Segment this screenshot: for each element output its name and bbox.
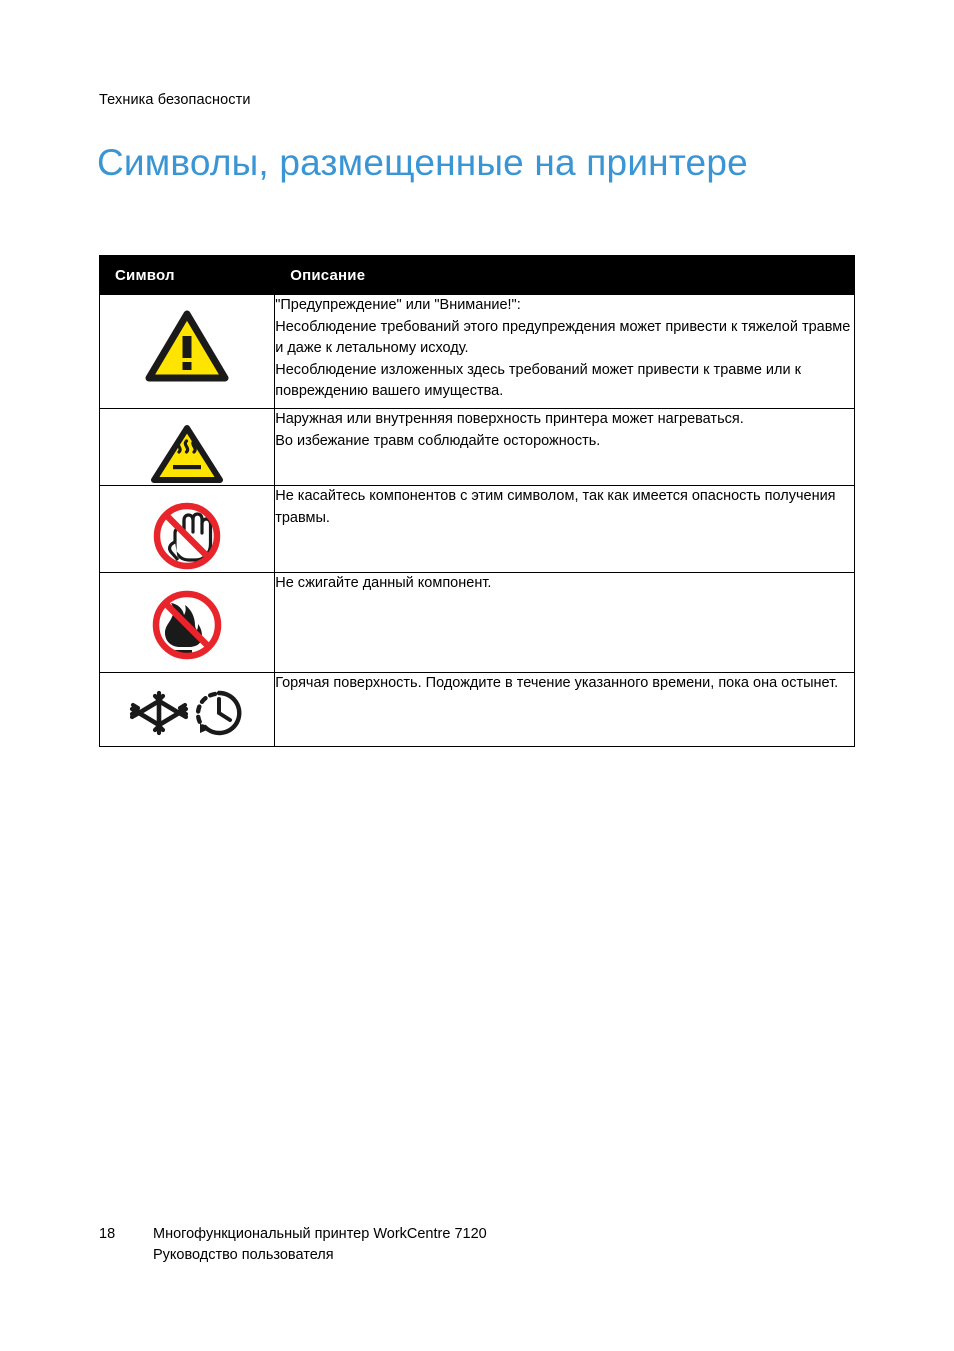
symbols-table <box>99 255 855 747</box>
description-line: Наружная или внутренняя поверхность принтера может нагреваться. <box>275 411 744 427</box>
symbol-cell <box>100 573 275 673</box>
footer-line-product: Многофункциональный принтер WorkCentre 7120 <box>153 1226 487 1242</box>
description-line: Не сжигайте данный компонент. <box>275 575 492 591</box>
column-header-symbol: Символ <box>100 256 275 295</box>
footer-line-guide: Руководство пользователя <box>153 1247 334 1263</box>
page-title: Символы, размещенные на принтере <box>97 142 748 183</box>
column-header-description: Описание <box>275 256 855 295</box>
description-line: Горячая поверхность. Подождите в течение указанного времени, пока она остынет. <box>275 675 839 691</box>
warning-triangle-exclamation-icon <box>100 295 274 383</box>
running-header: Техника безопасности <box>99 92 251 108</box>
description-cell <box>275 409 855 486</box>
description-cell <box>275 573 855 673</box>
page-footer <box>99 1224 487 1266</box>
footer-text <box>153 1224 487 1266</box>
table-row <box>100 573 855 673</box>
description-cell <box>275 295 855 409</box>
description-line: "Предупреждение" или "Внимание!": <box>275 297 521 313</box>
symbol-cell <box>100 295 275 409</box>
table-row <box>100 295 855 409</box>
description-line: Несоблюдение требований этого предупреждения может привести к тяжелой травме и даже к летальному исходу. <box>275 318 851 356</box>
description-line: Несоблюдение изложенных здесь требований может привести к травме или к повреждению вашего имущества. <box>275 361 801 399</box>
table-header-row <box>100 256 855 295</box>
description-cell <box>275 673 855 747</box>
table-row <box>100 673 855 747</box>
no-touch-hand-icon <box>100 486 274 572</box>
description-line: Во избежание травм соблюдайте осторожность. <box>275 432 601 449</box>
cooling-snowflake-clock-icon <box>100 673 274 739</box>
description-cell <box>275 486 855 573</box>
table-row <box>100 409 855 486</box>
symbol-cell <box>100 673 275 747</box>
footer-page-number: 18 <box>99 1226 116 1242</box>
hot-surface-triangle-icon <box>100 409 274 485</box>
symbol-cell <box>100 409 275 486</box>
no-fire-flame-icon <box>100 573 274 663</box>
table-row <box>100 486 855 573</box>
symbol-cell <box>100 486 275 573</box>
description-line: Не касайтесь компонентов с этим символом, так как имеется опасность получения травмы. <box>275 488 836 526</box>
